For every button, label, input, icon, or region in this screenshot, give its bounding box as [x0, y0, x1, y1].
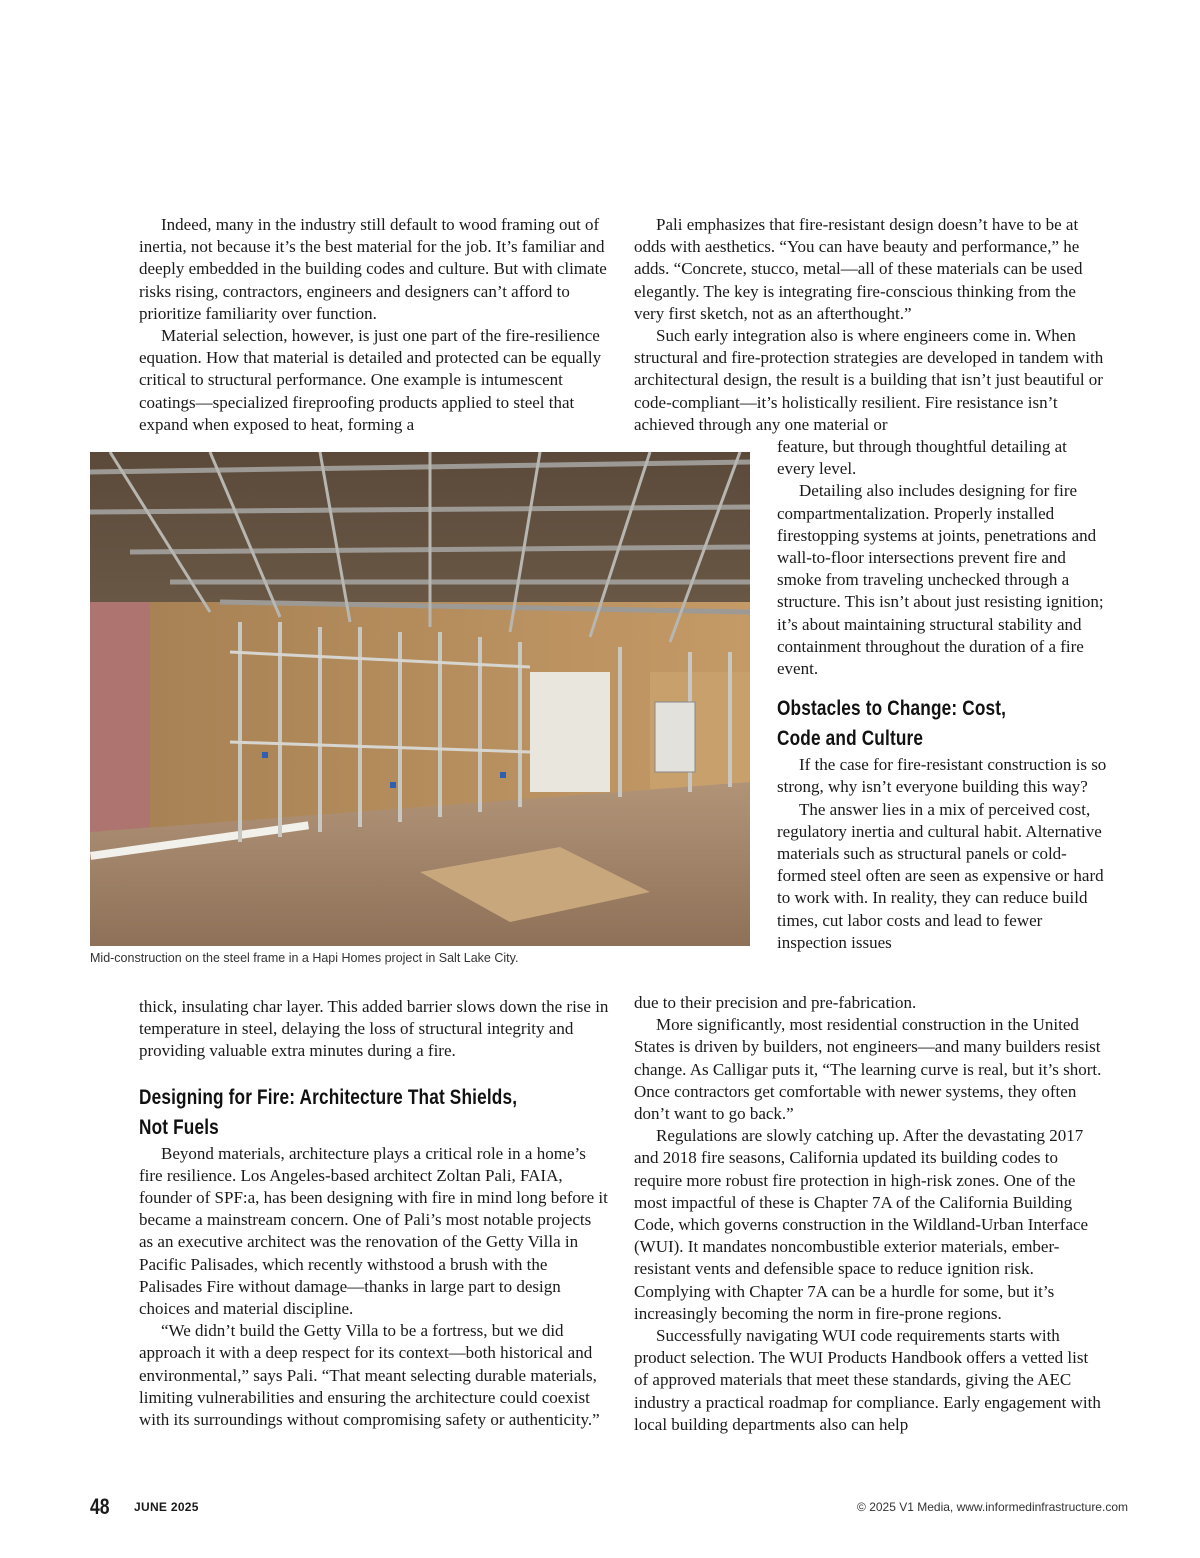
construction-photo — [90, 452, 750, 946]
right-column-wrap — [777, 436, 1107, 954]
paragraph: Successfully navigating WUI code requirements starts with product selection. The WUI Products Handbook offers a vetted list of approved materials that meet these standards, giving the AEC industry a practical roadmap for compliance. Early engagement with local building departments also can help — [634, 1326, 1101, 1434]
paragraph: Material selection, however, is just one part of the fire-resilience equation. How that material is detailed and protected can be equally critical to structural performance. One example is intumescent coatings—specialized fireproofing products applied to steel that expand when exposed to heat, forming a — [139, 326, 602, 434]
paragraph: Regulations are slowly catching up. After the devastating 2017 and 2018 fire seasons, California updated its building codes to require more robust fire protection in high-risk zones. One of the most impactful of these is Chapter 7A of the California Building Code, which governs construction in the Wildland-Urban Interface (WUI). It mandates noncombustible exterior materials, ember-resistant vents and defensible space to reduce ignition risk. Complying with Chapter 7A can be a hurdle for some, but it’s increasingly becoming the norm in fire-prone regions. — [634, 1126, 1089, 1323]
paragraph: More significantly, most residential construction in the United States is driven by builders, not engineers—and many builders resist change. As Calligar puts it, “The learning curve is real, but it’s short. Once contractors get comfortable with newer systems, they often don’t want to go back.” — [634, 1015, 1102, 1124]
paragraph: Pali emphasizes that fire-resistant design doesn’t have to be at odds with aesthetics. “You can have beauty and performance,” he adds. “Concrete, stucco, metal—all of these materials can be used elegantly. The key is integrating fire-conscious thinking from the very first sketch, not as an afterthought.” — [634, 215, 1083, 323]
right-column-top — [634, 214, 1104, 436]
paragraph: “We didn’t build the Getty Villa to be a fortress, but we did approach it with a deep respect for its context—both historical and environmental,” says Pali. “That meant selecting durable materials, limiting vulnerabilities and ensuring the architecture could coexist with its surroundings without compromising safety or authenticity.” — [139, 1321, 600, 1430]
paragraph: Indeed, many in the industry still default to wood framing out of inertia, not because it’s the best material for the job. It’s familiar and deeply embedded in the building codes and culture. But with climate risks rising, contractors, engineers and designers can’t afford to prioritize familiarity over function. — [139, 215, 607, 323]
right-column-bottom — [634, 992, 1106, 1436]
paragraph: feature, but through thoughtful detailing at every level. — [777, 437, 1067, 479]
paragraph: The answer lies in a mix of perceived cost, regulatory inertia and cultural habit. Alternative materials such as structural panels or cold-formed steel often are seen as expensive or hard to work with. In reality, they can reduce build times, cut labor costs and lead to fewer inspection issues — [777, 799, 1104, 952]
paragraph: Detailing also includes designing for fire compartmentalization. Properly installed firestopping systems at joints, penetrations and wall-to-floor intersections prevent fire and smoke from traveling unchecked through a structure. This isn’t about just resisting ignition; it’s about maintaining structural stability and containment throughout the duration of a fire event. — [777, 481, 1104, 679]
paragraph: thick, insulating char layer. This added barrier slows down the rise in temperature in steel, delaying the loss of structural integrity and providing valuable extra minutes during a fire. — [139, 997, 609, 1061]
section-heading: Obstacles to Change: Cost, Code and Culture — [777, 697, 1007, 751]
issue-date: JUNE 2025 — [134, 1500, 199, 1514]
paragraph: due to their precision and pre-fabrication. — [634, 993, 917, 1012]
left-column-bottom — [139, 996, 609, 1431]
copyright-notice: © 2025 V1 Media, www.informedinfrastructure.com — [857, 1500, 1128, 1514]
page-footer — [90, 1494, 1130, 1524]
photo-caption: Mid-construction on the steel frame in a Hapi Homes project in Salt Lake City. — [90, 951, 519, 965]
left-column-top — [139, 214, 609, 436]
page-number: 48 — [90, 1494, 110, 1519]
paragraph: Beyond materials, architecture plays a critical role in a home’s fire resilience. Los Angeles-based architect Zoltan Pali, FAIA, founder of SPF:a, has been designing with fire in mind long before it became a mainstream concern. One of Pali’s most notable projects as an executive architect was the renovation of the Getty Villa in Pacific Palisades, which recently withstood a brush with the Palisades Fire without damage—thanks in large part to design choices and material discipline. — [139, 1143, 608, 1319]
paragraph: Such early integration also is where engineers come in. When structural and fire-protection strategies are developed in tandem with architectural design, the result is a building that isn’t just beautiful or code-compliant—it’s holistically resilient. Fire resistance isn’t achieved through any one material or — [634, 326, 1104, 434]
paragraph: If the case for fire-resistant construction is so strong, why isn’t everyone building this way? — [777, 755, 1107, 797]
section-heading: Designing for Fire: Architecture That Shields, Not Fuels — [139, 1085, 518, 1139]
